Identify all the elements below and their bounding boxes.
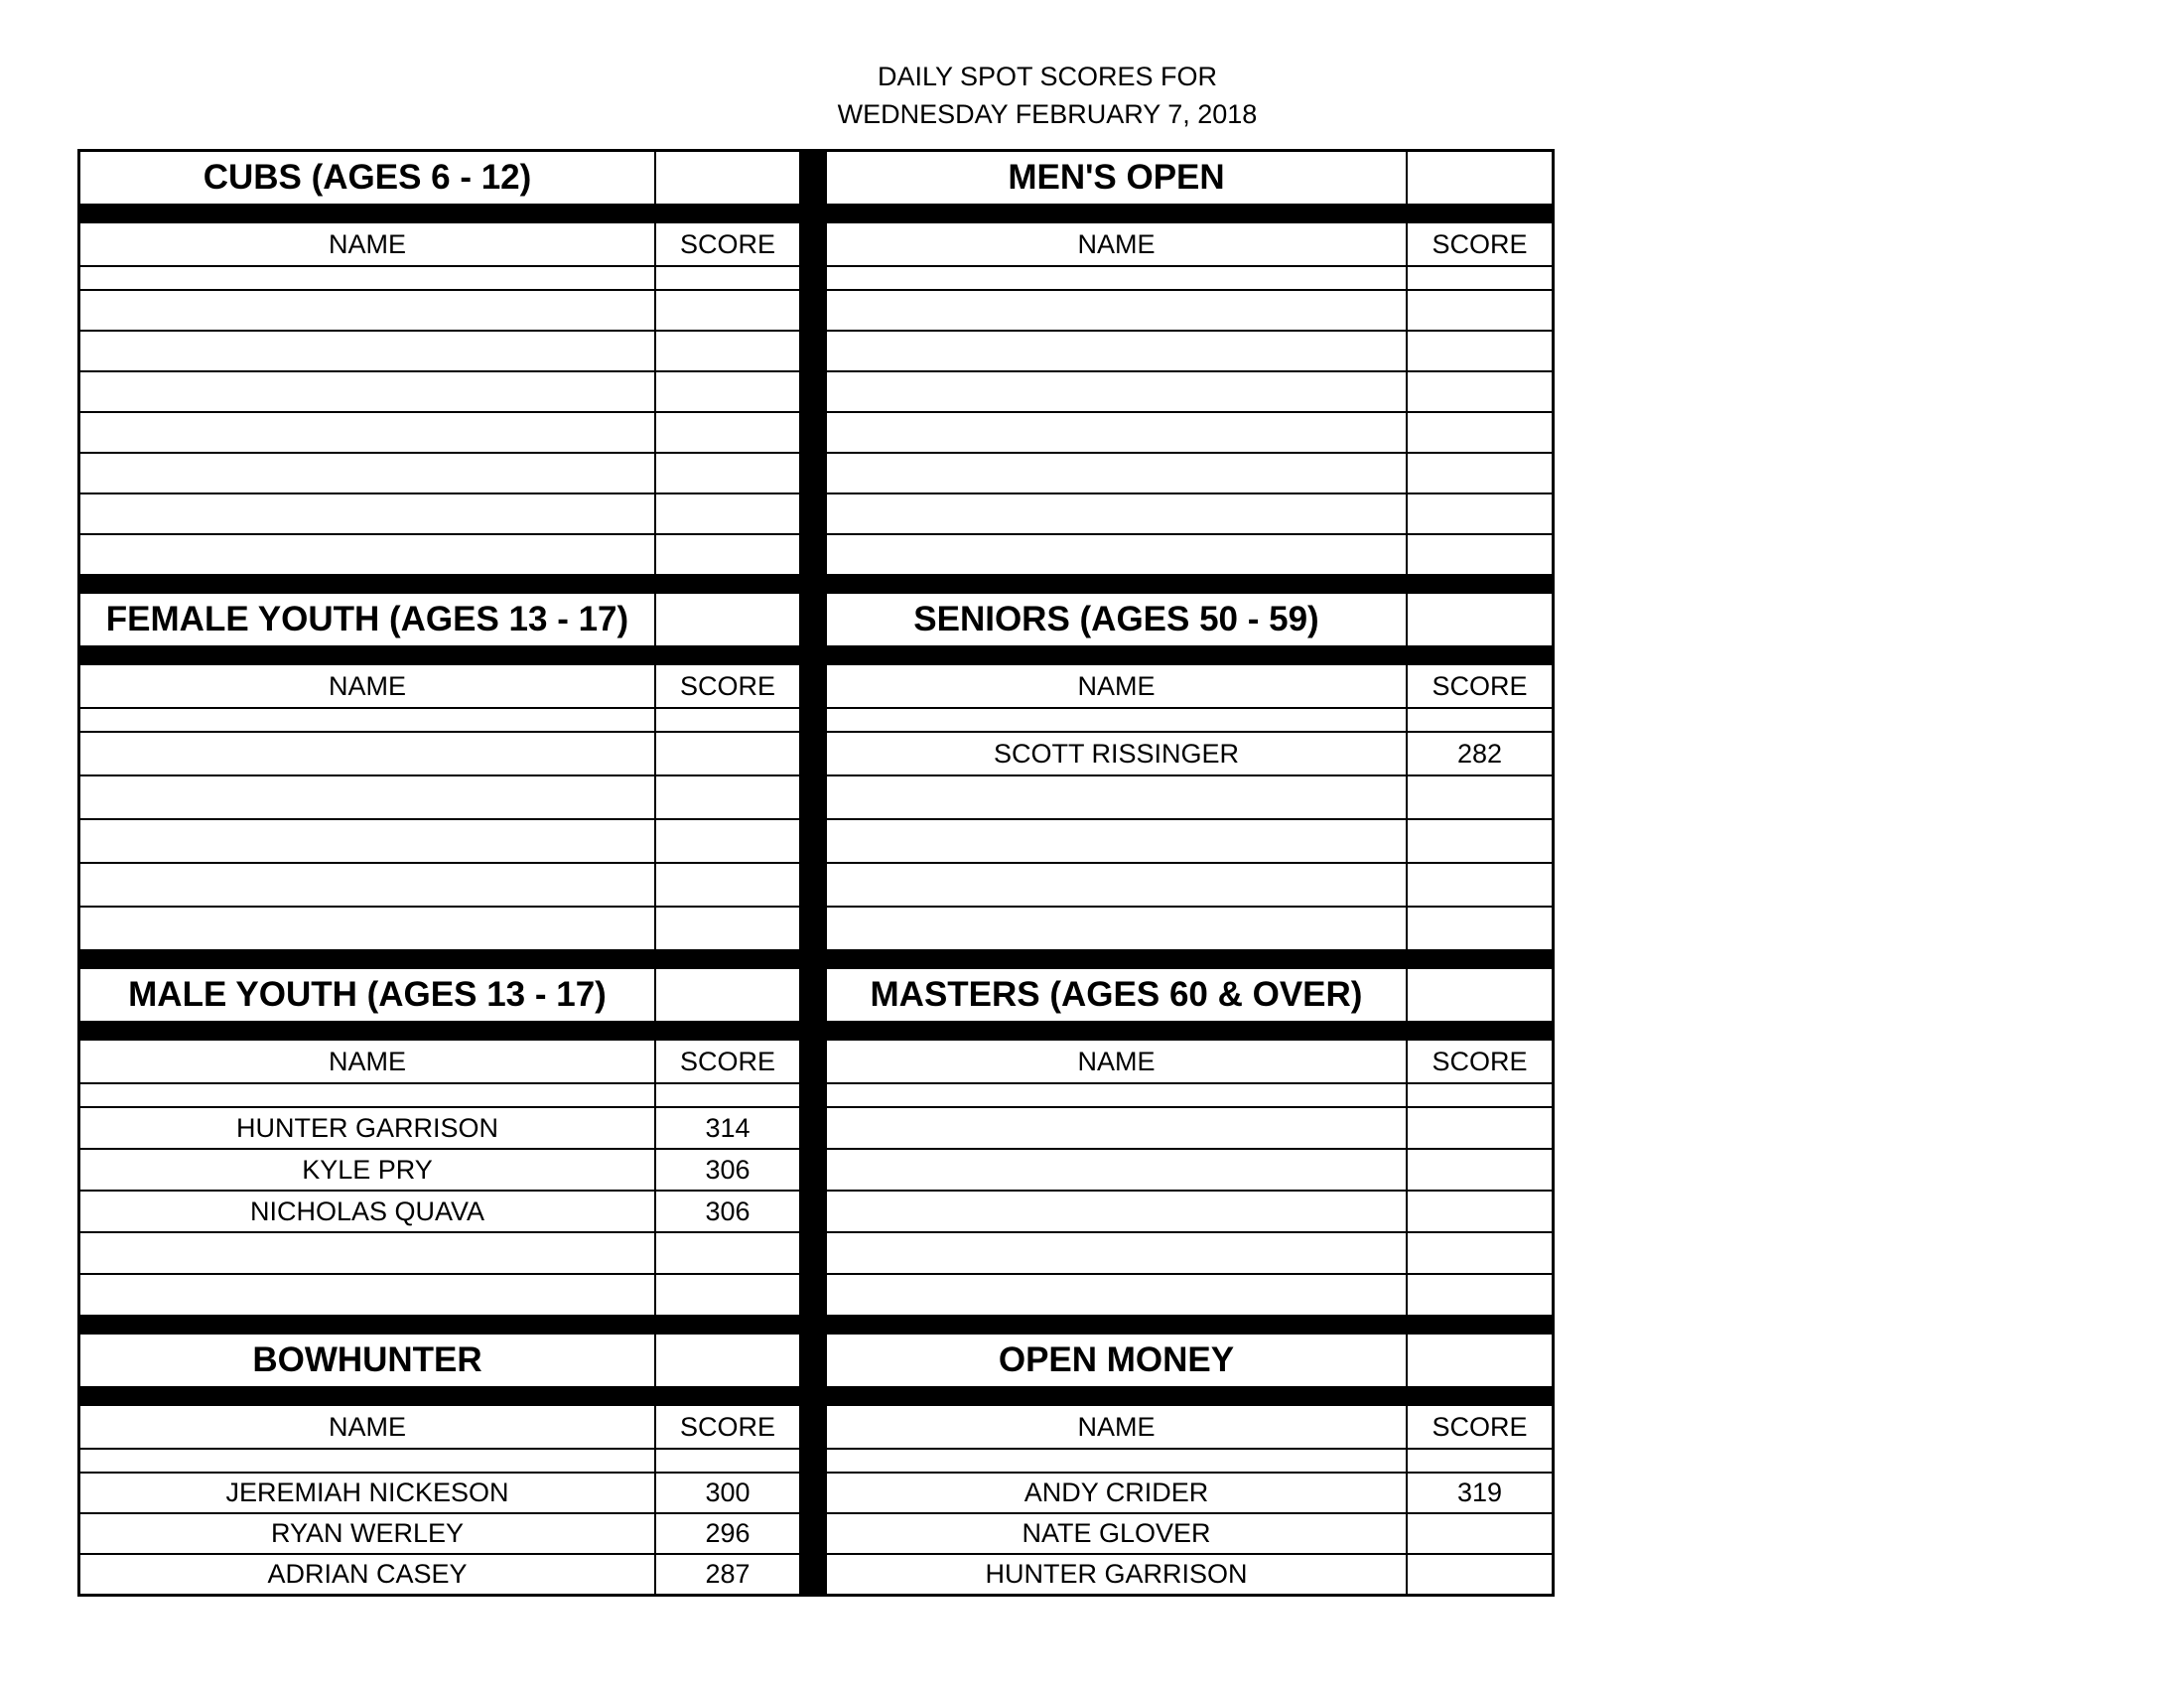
archer-name (80, 733, 656, 774)
division-header (80, 1335, 799, 1386)
table-row (80, 1150, 799, 1192)
table-row (80, 1233, 799, 1275)
spacer-row (80, 1084, 799, 1108)
table-row (80, 776, 799, 820)
division-header (80, 152, 799, 204)
archer-score (656, 908, 799, 949)
header-divider (827, 204, 1552, 223)
archer-name (80, 372, 656, 411)
archer-name (827, 908, 1408, 949)
archer-name (827, 776, 1408, 818)
archer-score (1408, 908, 1552, 949)
archer-name: ANDY CRIDER (827, 1474, 1408, 1512)
division-table (80, 969, 799, 1315)
title-line-2: WEDNESDAY FEBRUARY 7, 2018 (837, 99, 1258, 129)
division-title: MASTERS (AGES 60 & OVER) (827, 969, 1408, 1021)
division-header (80, 969, 799, 1021)
spacer-score-cell (656, 709, 799, 731)
division-title: MEN'S OPEN (827, 152, 1408, 204)
archer-name: ADRIAN CASEY (80, 1555, 656, 1594)
archer-score (1408, 372, 1552, 411)
archer-name (827, 864, 1408, 906)
archer-name (827, 535, 1408, 574)
table-row (80, 1108, 799, 1150)
spacer-row (80, 1450, 799, 1474)
archer-name (827, 1108, 1408, 1148)
division-header (80, 594, 799, 645)
spacer-score-cell (1408, 267, 1552, 289)
spacer-score-cell (1408, 1084, 1552, 1106)
header-divider (80, 645, 799, 665)
division-header-blank (1408, 1335, 1552, 1386)
archer-name (827, 291, 1408, 330)
archer-name (827, 454, 1408, 492)
archer-score (1408, 1275, 1552, 1315)
table-row (80, 454, 799, 494)
division-title: FEMALE YOUTH (AGES 13 - 17) (80, 594, 656, 645)
table-row (827, 413, 1552, 454)
header-divider (80, 1021, 799, 1041)
division-header-blank (1408, 152, 1552, 204)
spacer-name-cell (80, 709, 656, 731)
archer-score (1408, 291, 1552, 330)
archer-name (80, 332, 656, 370)
score-column-header: SCORE (679, 670, 776, 701)
archer-name (80, 908, 656, 949)
division-table (80, 152, 799, 574)
archer-score (1408, 1514, 1552, 1553)
score-column-header: SCORE (679, 1046, 776, 1076)
archer-score: 300 (705, 1477, 751, 1507)
archer-name: RYAN WERLEY (80, 1514, 656, 1553)
archer-name: HUNTER GARRISON (827, 1555, 1408, 1594)
archer-name (80, 413, 656, 452)
name-column-header: NAME (827, 665, 1408, 707)
division-table (80, 1335, 799, 1594)
archer-score (1408, 1192, 1552, 1231)
archer-name: KYLE PRY (80, 1150, 656, 1190)
archer-score (656, 864, 799, 906)
table-row (827, 291, 1552, 332)
division-table (827, 594, 1552, 949)
archer-score (656, 776, 799, 818)
archer-name: SCOTT RISSINGER (827, 733, 1408, 774)
archer-score (1408, 1233, 1552, 1273)
score-column-header: SCORE (1432, 1046, 1528, 1076)
spacer-score-cell (656, 267, 799, 289)
header-divider (80, 1386, 799, 1406)
title-line-1: DAILY SPOT SCORES FOR (877, 62, 1218, 91)
column-headers (827, 1041, 1552, 1084)
name-column-header: NAME (827, 1406, 1408, 1448)
archer-name: HUNTER GARRISON (80, 1108, 656, 1148)
table-row (827, 776, 1552, 820)
header-divider (827, 1021, 1552, 1041)
archer-score (656, 372, 799, 411)
table-row (80, 413, 799, 454)
spacer-name-cell (80, 1084, 656, 1106)
column-headers (827, 223, 1552, 267)
archer-score (1408, 864, 1552, 906)
archer-score: 306 (705, 1154, 751, 1185)
archer-name (80, 494, 656, 533)
archer-name (80, 291, 656, 330)
spacer-name-cell (827, 1450, 1408, 1472)
name-column-header: NAME (80, 1406, 656, 1448)
archer-score (656, 332, 799, 370)
archer-name (80, 1233, 656, 1273)
table-row (827, 1514, 1552, 1555)
name-column-header: NAME (827, 1041, 1408, 1082)
name-column-header: NAME (80, 223, 656, 265)
table-row (827, 908, 1552, 949)
column-headers (80, 1041, 799, 1084)
archer-score (1408, 454, 1552, 492)
score-sheet (77, 149, 1555, 1597)
archer-name: JEREMIAH NICKESON (80, 1474, 656, 1512)
spacer-score-cell (656, 1084, 799, 1106)
table-row (827, 494, 1552, 535)
archer-score (1408, 776, 1552, 818)
spacer-name-cell (827, 1084, 1408, 1106)
division-header-blank (1408, 594, 1552, 645)
archer-name (827, 820, 1408, 862)
table-row (827, 372, 1552, 413)
archer-score: 282 (1456, 738, 1503, 769)
table-row (827, 1233, 1552, 1275)
table-row (80, 1192, 799, 1233)
archer-score (656, 1233, 799, 1273)
division-header-blank (656, 969, 799, 1021)
spacer-score-cell (1408, 1450, 1552, 1472)
division-band (80, 574, 1552, 949)
archer-name (80, 454, 656, 492)
division-title: MALE YOUTH (AGES 13 - 17) (80, 969, 656, 1021)
archer-name (80, 864, 656, 906)
archer-score (656, 291, 799, 330)
header-divider (827, 645, 1552, 665)
archer-name: NICHOLAS QUAVA (80, 1192, 656, 1231)
score-column-header: SCORE (1432, 228, 1528, 259)
division-header (827, 152, 1552, 204)
archer-score (1408, 820, 1552, 862)
archer-score (656, 494, 799, 533)
division-header (827, 1335, 1552, 1386)
division-header-blank (1408, 969, 1552, 1021)
spacer-score-cell (656, 1450, 799, 1472)
archer-name: NATE GLOVER (827, 1514, 1408, 1553)
table-row (827, 1192, 1552, 1233)
spacer-row (827, 1450, 1552, 1474)
archer-name (827, 494, 1408, 533)
division-header (827, 969, 1552, 1021)
archer-score: 287 (705, 1559, 751, 1589)
table-row (80, 908, 799, 949)
archer-score: 306 (705, 1196, 751, 1226)
spacer-row (827, 709, 1552, 733)
archer-score (656, 1275, 799, 1315)
division-header-blank (656, 152, 799, 204)
column-gutter (799, 594, 827, 949)
table-row (80, 1275, 799, 1315)
archer-name (827, 1233, 1408, 1273)
table-row (80, 733, 799, 776)
archer-name (827, 1275, 1408, 1315)
division-title: SENIORS (AGES 50 - 59) (827, 594, 1408, 645)
table-row (80, 1555, 799, 1594)
table-row (827, 535, 1552, 574)
archer-name (80, 535, 656, 574)
division-table (80, 594, 799, 949)
division-title: BOWHUNTER (80, 1335, 656, 1386)
table-row (827, 1108, 1552, 1150)
column-headers (827, 1406, 1552, 1450)
column-gutter (799, 969, 827, 1315)
score-column-header: SCORE (679, 228, 776, 259)
archer-score: 319 (1456, 1477, 1503, 1507)
column-gutter (799, 152, 827, 574)
division-header-blank (656, 594, 799, 645)
table-row (827, 1275, 1552, 1315)
spacer-row (80, 267, 799, 291)
archer-score (656, 413, 799, 452)
table-row (827, 1150, 1552, 1192)
column-headers (80, 1406, 799, 1450)
table-row (80, 1474, 799, 1514)
spacer-name-cell (80, 267, 656, 289)
division-header (827, 594, 1552, 645)
table-row (80, 820, 799, 864)
score-column-header: SCORE (679, 1411, 776, 1442)
table-row (80, 535, 799, 574)
table-row (80, 494, 799, 535)
archer-name (827, 1150, 1408, 1190)
table-row (827, 1555, 1552, 1594)
table-row (80, 1514, 799, 1555)
name-column-header: NAME (827, 223, 1408, 265)
archer-name (827, 372, 1408, 411)
table-row (827, 1474, 1552, 1514)
table-row (80, 332, 799, 372)
archer-score (1408, 1555, 1552, 1594)
archer-score (656, 535, 799, 574)
division-title: OPEN MONEY (827, 1335, 1408, 1386)
column-gutter (799, 1335, 827, 1594)
archer-score: 314 (705, 1112, 751, 1143)
spacer-row (827, 1084, 1552, 1108)
table-row (827, 864, 1552, 908)
archer-name (827, 1192, 1408, 1231)
spacer-score-cell (1408, 709, 1552, 731)
column-headers (80, 223, 799, 267)
header-divider (827, 1386, 1552, 1406)
archer-score (656, 820, 799, 862)
spacer-name-cell (827, 267, 1408, 289)
table-row (827, 332, 1552, 372)
archer-score (1408, 1150, 1552, 1190)
archer-name (80, 776, 656, 818)
division-table (827, 1335, 1552, 1594)
spacer-name-cell (80, 1450, 656, 1472)
archer-score (1408, 494, 1552, 533)
spacer-row (827, 267, 1552, 291)
table-row (827, 820, 1552, 864)
name-column-header: NAME (80, 1041, 656, 1082)
name-column-header: NAME (80, 665, 656, 707)
table-row (80, 864, 799, 908)
spacer-row (80, 709, 799, 733)
division-band (80, 949, 1552, 1315)
table-row (827, 454, 1552, 494)
header-divider (80, 204, 799, 223)
score-column-header: SCORE (1432, 670, 1528, 701)
score-column-header: SCORE (1432, 1411, 1528, 1442)
archer-score (656, 733, 799, 774)
archer-score: 296 (705, 1518, 751, 1548)
archer-score (1408, 535, 1552, 574)
archer-score (1408, 332, 1552, 370)
archer-name (80, 1275, 656, 1315)
table-row (80, 291, 799, 332)
division-table (827, 969, 1552, 1315)
archer-name (827, 413, 1408, 452)
division-title: CUBS (AGES 6 - 12) (80, 152, 656, 204)
spacer-name-cell (827, 709, 1408, 731)
column-headers (80, 665, 799, 709)
division-band (80, 1315, 1552, 1594)
division-band (80, 152, 1552, 574)
archer-score (1408, 413, 1552, 452)
division-header-blank (656, 1335, 799, 1386)
division-table (827, 152, 1552, 574)
table-row (827, 733, 1552, 776)
column-headers (827, 665, 1552, 709)
archer-score (1408, 1108, 1552, 1148)
archer-name (827, 332, 1408, 370)
archer-score (656, 454, 799, 492)
archer-name (80, 820, 656, 862)
table-row (80, 372, 799, 413)
page-title (0, 58, 2095, 133)
